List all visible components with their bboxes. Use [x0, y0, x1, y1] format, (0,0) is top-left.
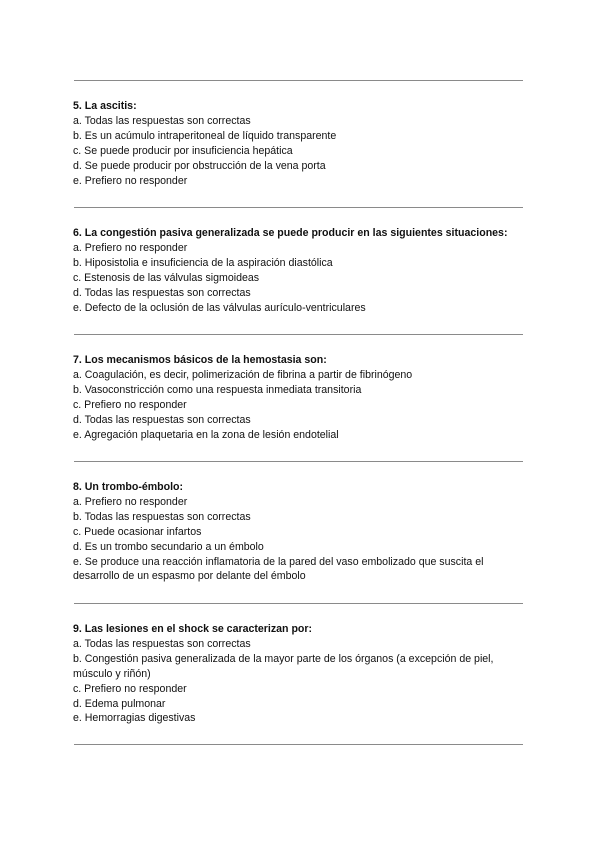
question-title: 7. Los mecanismos básicos de la hemostasia son:: [73, 354, 327, 366]
divider: [74, 461, 523, 462]
question-5: [73, 99, 531, 188]
option-e[interactable]: e. Hemorragias digestivas: [73, 712, 196, 725]
option-a[interactable]: a. Todas las respuestas son correctas: [73, 114, 251, 127]
question-8: [73, 480, 528, 584]
divider: [74, 744, 523, 745]
option-a[interactable]: a. Todas las respuestas son correctas: [73, 637, 251, 650]
option-c[interactable]: c. Prefiero no responder: [73, 398, 187, 411]
question-title: 6. La congestión pasiva generalizada se puede producir en las siguientes situaciones:: [73, 227, 508, 239]
option-e[interactable]: e. Defecto de la oclusión de las válvulas aurículo-ventriculares: [73, 301, 366, 314]
option-c[interactable]: c. Estenosis de las válvulas sigmoideas: [73, 271, 260, 284]
option-a[interactable]: a. Prefiero no responder: [73, 495, 188, 508]
option-b[interactable]: b. Todas las respuestas son correctas: [73, 510, 251, 523]
divider: [74, 603, 523, 604]
option-a[interactable]: a. Prefiero no responder: [73, 241, 188, 254]
option-d[interactable]: d. Es un trombo secundario a un émbolo: [73, 540, 264, 553]
option-b[interactable]: b. Congestión pasiva generalizada de la mayor parte de los órganos (a excepción de piel, músculo y riñón): [73, 652, 494, 680]
option-c[interactable]: c. Puede ocasionar infartos: [73, 525, 202, 538]
question-title: 8. Un trombo-émbolo:: [73, 481, 184, 493]
question-6: [73, 226, 531, 315]
option-b[interactable]: b. Vasoconstricción como una respuesta inmediata transitoria: [73, 383, 362, 396]
option-a[interactable]: a. Coagulación, es decir, polimerización de fibrina a partir de fibrinógeno: [73, 368, 413, 381]
option-b[interactable]: b. Hiposistolia e insuficiencia de la aspiración diastólica: [73, 256, 333, 269]
divider: [74, 80, 523, 81]
option-d[interactable]: d. Se puede producir por obstrucción de la vena porta: [73, 159, 326, 172]
option-c[interactable]: c. Prefiero no responder: [73, 682, 187, 695]
question-9: [73, 622, 528, 726]
option-b[interactable]: b. Es un acúmulo intraperitoneal de líquido transparente: [73, 129, 337, 142]
question-7: [73, 353, 531, 442]
question-title: 9. Las lesiones en el shock se caracterizan por:: [73, 623, 313, 635]
question-title: 5. La ascitis:: [73, 100, 137, 112]
divider: [74, 334, 523, 335]
option-e[interactable]: e. Agregación plaquetaria en la zona de lesión endotelial: [73, 428, 339, 441]
option-d[interactable]: d. Edema pulmonar: [73, 697, 166, 710]
option-e[interactable]: e. Prefiero no responder: [73, 174, 188, 187]
option-e[interactable]: e. Se produce una reacción inflamatoria de la pared del vaso embolizado que suscita el desarrollo de un espasmo por delante del émbolo: [73, 555, 484, 583]
divider: [74, 207, 523, 208]
option-c[interactable]: c. Se puede producir por insuficiencia hepática: [73, 144, 293, 157]
option-d[interactable]: d. Todas las respuestas son correctas: [73, 286, 251, 299]
option-d[interactable]: d. Todas las respuestas son correctas: [73, 413, 251, 426]
